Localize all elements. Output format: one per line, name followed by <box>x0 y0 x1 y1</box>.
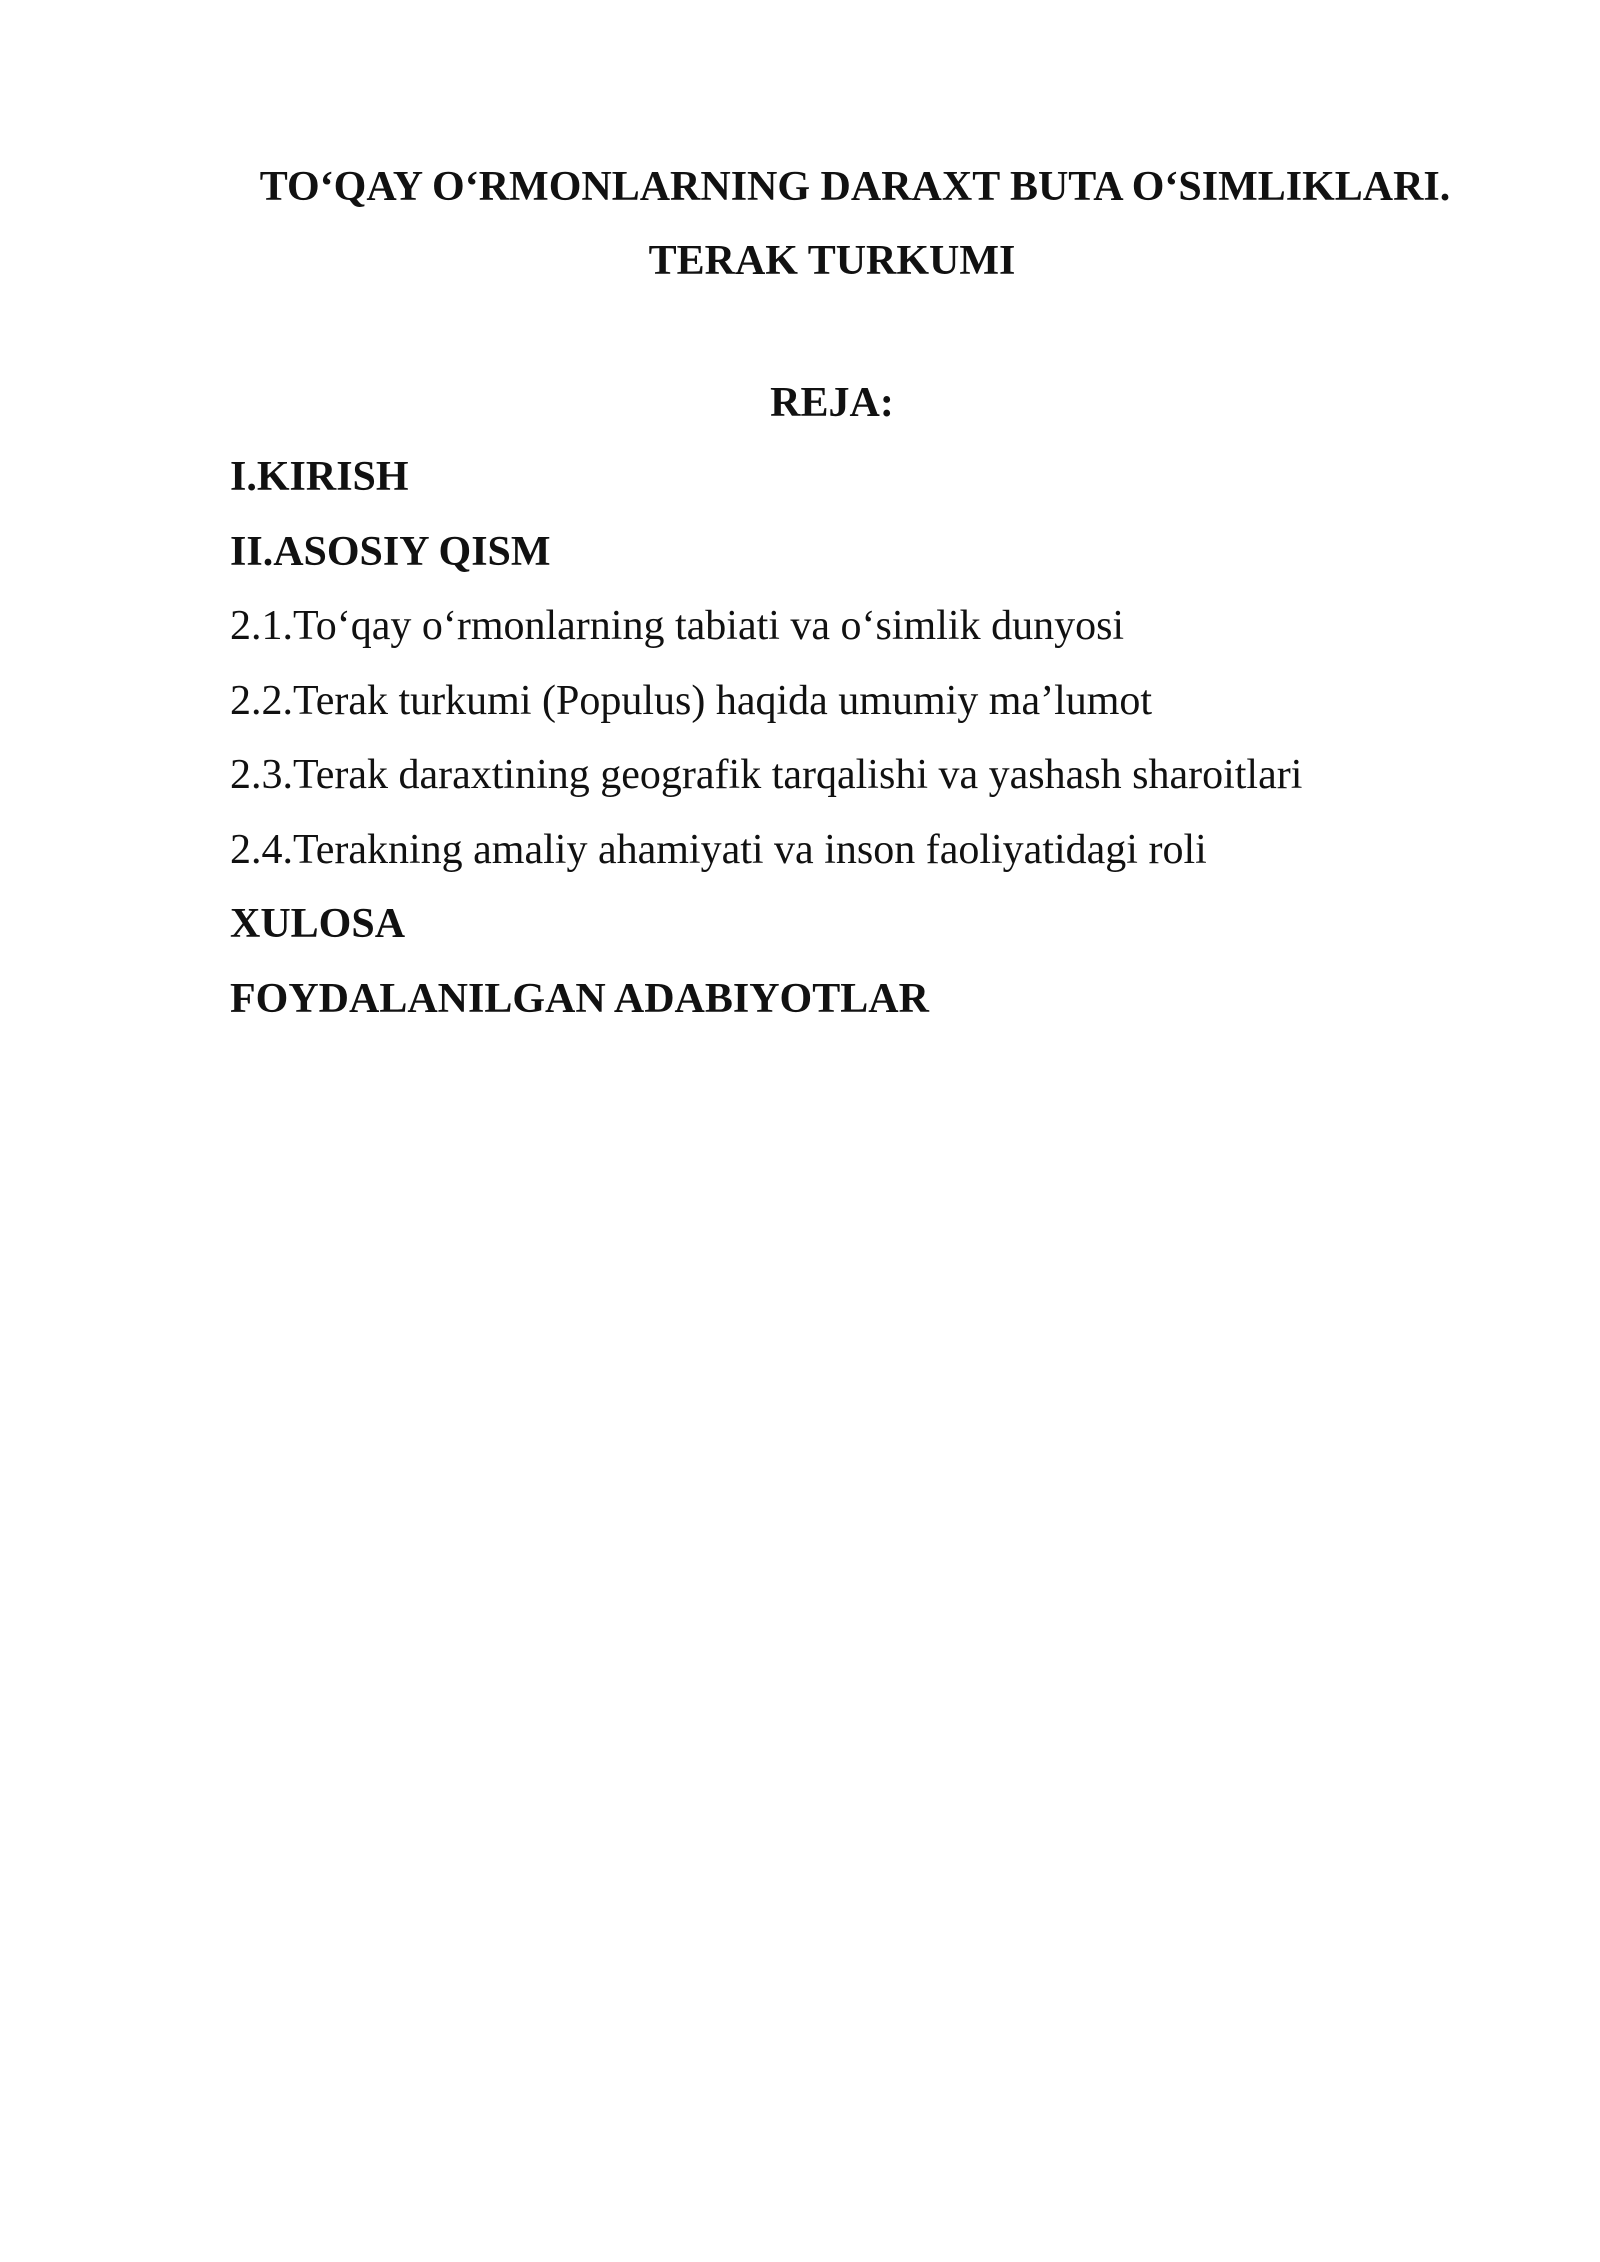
title-line-2: TERAK TURKUMI <box>648 238 1016 284</box>
plan-heading: REJA: <box>770 380 894 426</box>
toc-item: 2.2.Terak turkumi (Populus) haqida umumiy ma’lumot <box>230 677 1153 724</box>
title-line-1: TO‘QAY O‘RMONLARNING DARAXT BUTA O‘SIMLIKLARI. <box>259 164 1451 210</box>
toc-item: II.ASOSIY QISM <box>230 528 551 575</box>
toc-item: 2.1.To‘qay o‘rmonlarning tabiati va o‘simlik dunyosi <box>230 603 1125 649</box>
toc-item: XULOSA <box>230 901 406 947</box>
toc-item: 2.4.Terakning amaliy ahamiyati va inson faoliyatidagi roli <box>230 826 1207 873</box>
toc-item: FOYDALANILGAN ADABIYOTLAR <box>230 975 929 1022</box>
toc-item: 2.3.Terak daraxtining geografik tarqalishi va yashash sharoitlari <box>230 752 1303 798</box>
toc-item: I.KIRISH <box>230 454 409 500</box>
document-title <box>0 150 1600 298</box>
table-of-contents <box>230 440 1430 1036</box>
